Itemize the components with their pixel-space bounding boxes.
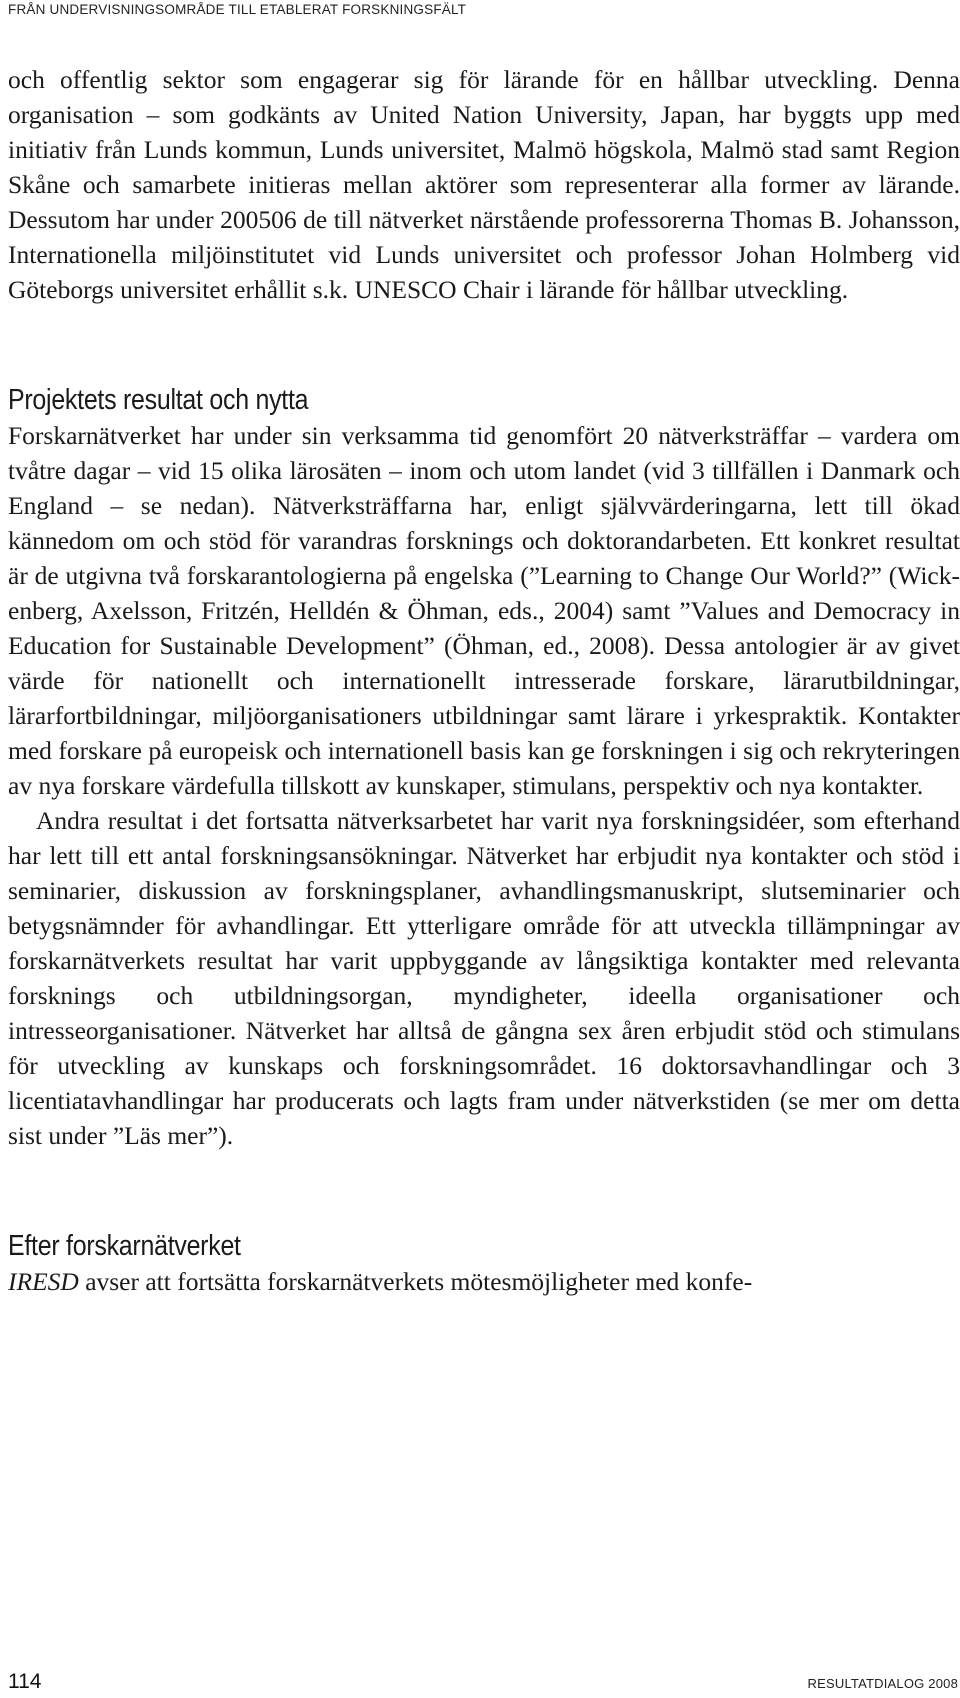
iresd-name: IRESD bbox=[8, 1267, 79, 1296]
after-paragraph bbox=[8, 1264, 960, 1299]
section-heading-after: Efter forskarnätverket bbox=[8, 1230, 241, 1262]
publication-title: RESULTATDIALOG 2008 bbox=[807, 1676, 958, 1691]
section-heading-results: Projektets resultat och nytta bbox=[8, 384, 309, 416]
body-text bbox=[8, 62, 960, 1299]
intro-paragraph: och offentlig sektor som engagerar sig för lärande för en hållbar utveckling. Denna organisation – som godkänts av United Nation University, Japan, har byggts upp med initiativ från Lunds kommun, Lunds universitet, Malmö högskola, Malmö stad samt Region Skåne och samarbete initieras mellan aktörer som representerar alla former av lärande. Dessutom har under 200506 de till nätverket närstående professorerna Thomas B. Johansson, Internationella miljöinstitutet vid Lunds universitet och professor Johan Holmberg vid Göteborgs universitet erhållit s.k. UNESCO Chair i lärande för hållbar utveckling. bbox=[8, 65, 960, 304]
after-paragraph-text: avser att fortsätta forskarnätverkets mötesmöjligheter med konfe- bbox=[78, 1267, 753, 1296]
section-spacer bbox=[8, 307, 960, 382]
page-number: 114 bbox=[8, 1670, 42, 1693]
results-paragraph-2: Andra resultat i det fortsatta nätverksarbetet har varit nya forskningsidéer, som efterhand har lett till ett antal forskningsansökningar. Nätverket har erbjudit nya kontakter och stöd i seminarier, diskussion av forskningsplaner, avhandlingsmanuskript, slutseminarier och betygsnämnder för avhandlingar. Ett ytterligare område för att utveckla tillämpningar av forskarnätverkets resultat har varit uppbyggande av långsiktiga kontakter med relevanta forsknings och utbildningsorgan, myndigheter, ideella organisationer och intresseorganisationer. Nätverket har alltså de gångna sex åren erbjudit stöd och stimulans för utveckling av kunskaps och forskningsområdet. 16 doktorsavhandlingar och 3 licentiatavhandlingar har producerats och lagts fram under nätverkstiden (se mer om detta sist under ”Läs mer”). bbox=[8, 806, 960, 1150]
section-spacer bbox=[8, 1153, 960, 1228]
running-head: FRÅN UNDERVISNINGSOMRÅDE TILL ETABLERAT FORSKNINGSFÄLT bbox=[8, 2, 467, 17]
results-paragraph-1: Forskarnätverket har under sin verksamma tid genomfört 20 nätverksträffar – vardera om tvåtre dagar – vid 15 olika lärosäten – inom och utom landet (vid 3 tillfällen i Danmark och England – se nedan). Nätverksträffarna har, enligt självvärderingarna, lett till ökad kännedom om och stöd för varandras forsknings och doktorandarbeten. Ett konkret resultat är de utgivna två forskarantologierna på engelska (”Learning to Change Our World?” (Wickenberg, Axelsson, Fritzén, Helldén & Öhman, eds., 2004) samt ”Values and Democracy in Education for Sustainable Development” (Öhman, ed., 2008). Dessa antologier är av givet värde för nationellt och internationellt intresserade forskare, lärarutbildningar, lärarfortbildningar, miljöorganisationers utbildningar samt lärare i yrkespraktik. Kontakter med forskare på europeisk och internationell basis kan ge forskningen i sig och rekryteringen av nya forskare värdefulla tillskott av kunskaper, stimulans, perspektiv och nya kontakter. bbox=[8, 421, 960, 800]
